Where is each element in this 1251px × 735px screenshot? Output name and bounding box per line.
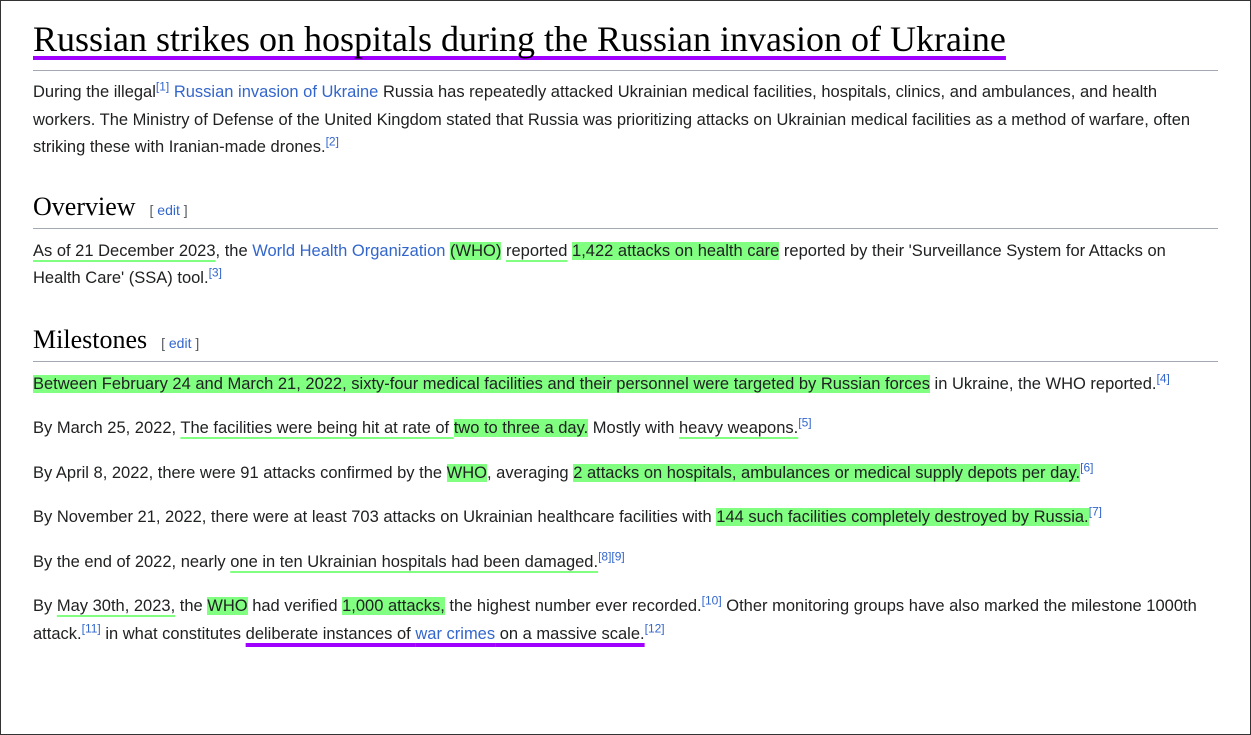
highlight-who: (WHO) xyxy=(450,241,502,260)
underline-m6-deliberate: deliberate instances of war crimes on a massive scale. xyxy=(245,624,645,643)
citation-7[interactable]: [7] xyxy=(1088,504,1102,519)
overview-date: As of 21 December 2023 xyxy=(33,241,216,260)
overview-paragraph: As of 21 December 2023, the World Health Organization (WHO) reported 1,422 attacks on health care reported by their 'Surveillance System for Attacks on Health Care' (SSA) tool.[3] xyxy=(33,241,1166,287)
article-content xyxy=(33,15,1218,648)
highlight-m2: two to three a day. xyxy=(453,419,589,437)
highlight-attacks: 1,422 attacks on health care xyxy=(572,241,780,260)
intro-text-2: Russia has repeatedly attacked Ukrainian medical facilities, hospitals, clinics, and ambulances, and health workers. The Ministry of Defense of the United Kingdom stated that Russia was prioritizing attacks on Ukrainian medical facilities as a method of warfare, often striking these with Iranian-made drones. xyxy=(33,83,1191,156)
edit-section-overview: [ edit ] xyxy=(149,201,188,218)
section-heading-milestones xyxy=(33,323,1218,362)
citation-1[interactable]: [1] xyxy=(155,79,170,94)
underline-m2-2: heavy weapons. xyxy=(679,419,799,437)
edit-link-overview[interactable]: edit xyxy=(157,201,180,218)
underline-m5: one in ten Ukrainian hospitals had been damaged. xyxy=(230,552,599,571)
underline-m6-date: May 30th, 2023, xyxy=(56,597,176,615)
underline-reported: reported xyxy=(505,241,568,260)
underline-m2-1: The facilities were being hit at rate of xyxy=(180,419,454,437)
link-russian-invasion[interactable]: Russian invasion of Ukraine xyxy=(173,83,379,101)
highlight-m4: 144 such facilities completely destroyed by Russia. xyxy=(716,508,1089,526)
citation-11[interactable]: [11] xyxy=(81,621,101,635)
page-title-text: Russian strikes on hospitals during the Russian invasion of Ukraine xyxy=(33,19,1006,59)
highlight-m3: 2 attacks on hospitals, ambulances or medical supply depots per day. xyxy=(573,463,1081,482)
milestone-paragraph-5: By the end of 2022, nearly one in ten Ukrainian hospitals had been damaged.[8][9] xyxy=(33,549,625,571)
citation-8-9[interactable]: [8][9] xyxy=(598,549,625,563)
citation-10[interactable]: [10] xyxy=(701,593,722,608)
milestone-paragraph-4: By November 21, 2022, there were at least 703 attacks on Ukrainian healthcare facilities with 144 such facilities completely destroyed by Russia.[7] xyxy=(33,504,1102,526)
milestones-heading-text: Milestones xyxy=(33,324,148,354)
highlight-m1: Between February 24 and March 21, 2022, sixty-four medical facilities and their personnel were targeted by Russian forces xyxy=(33,374,930,393)
highlight-m6-who: WHO xyxy=(207,597,248,615)
citation-2[interactable]: [2] xyxy=(325,134,339,149)
intro-text: During the illegal xyxy=(33,83,156,101)
page-title xyxy=(33,15,1218,71)
link-who[interactable]: World Health Organization xyxy=(252,241,446,260)
edit-link-milestones[interactable]: edit xyxy=(168,334,192,351)
milestone-paragraph-6: By May 30th, 2023, the WHO had verified 1,000 attacks, the highest number ever recorded.[10] Other monitoring groups have also marked the milestone 1000th attack.[11] in what constitutes deliberate instances of war crimes on a massive scale.[12] xyxy=(33,593,1197,643)
citation-6[interactable]: [6] xyxy=(1080,460,1094,474)
highlight-m6-attacks: 1,000 attacks, xyxy=(342,597,445,615)
link-war-crimes[interactable]: war crimes xyxy=(415,624,496,643)
intro-paragraph xyxy=(33,79,1218,162)
overview-heading-text: Overview xyxy=(33,191,136,221)
citation-3[interactable]: [3] xyxy=(208,265,222,280)
milestone-paragraph-3: By April 8, 2022, there were 91 attacks confirmed by the WHO, averaging 2 attacks on hospitals, ambulances or medical supply depots per day.[6] xyxy=(33,460,1094,482)
citation-5[interactable]: [5] xyxy=(798,415,812,430)
highlight-m3-who: WHO xyxy=(446,463,487,482)
edit-section-milestones: [ edit ] xyxy=(161,334,200,351)
milestone-paragraph-2: By March 25, 2022, The facilities were being hit at rate of two to three a day. Mostly with heavy weapons.[5] xyxy=(33,415,812,437)
citation-4[interactable]: [4] xyxy=(1156,371,1170,385)
citation-12[interactable]: [12] xyxy=(644,621,665,635)
section-heading-overview xyxy=(33,190,1218,229)
milestone-paragraph-1: Between February 24 and March 21, 2022, sixty-four medical facilities and their personnel were targeted by Russian forces in Ukraine, the WHO reported.[4] xyxy=(33,371,1170,393)
